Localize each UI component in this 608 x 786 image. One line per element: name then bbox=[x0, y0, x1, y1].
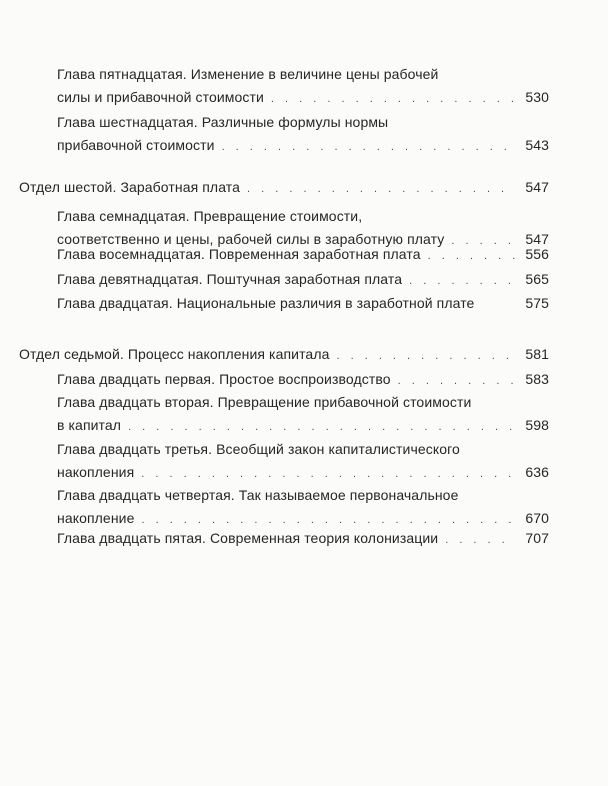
toc-entry-title: Глава восемнадцатая. Повременная заработная плата bbox=[57, 246, 421, 262]
toc-entry-title-line-2: накопления bbox=[57, 464, 135, 480]
toc-entry-title: Глава двадцать пятая. Современная теория колонизации bbox=[57, 530, 439, 546]
toc-entry-title-line-2: силы и прибавочной стоимости bbox=[57, 89, 264, 105]
toc-entry-chapter-21 bbox=[57, 368, 549, 391]
toc-entry-chapter-23 bbox=[57, 438, 549, 484]
toc-entry-title-line-1: Глава двадцать вторая. Превращение прибавочной стоимости bbox=[57, 394, 472, 410]
toc-entry-title-line-1: Глава пятнадцатая. Изменение в величине цены рабочей bbox=[57, 66, 439, 82]
toc-entry-part-6 bbox=[19, 176, 549, 199]
dot-leader bbox=[398, 377, 516, 385]
toc-entry-title: Отдел седьмой. Процесс накопления капитала bbox=[19, 346, 330, 362]
toc-entry-chapter-20 bbox=[57, 292, 549, 315]
toc-entry-title-line-1: Глава двадцать четвертая. Так называемое первоначальное bbox=[57, 487, 459, 503]
toc-entry-title: Глава двадцатая. Национальные различия в заработной плате bbox=[57, 295, 475, 311]
toc-entry-title-line-2: прибавочной стоимости bbox=[57, 137, 215, 153]
toc-entry-page-number: 636 bbox=[525, 464, 549, 480]
toc-entry-page-number: 556 bbox=[525, 246, 549, 262]
toc-entry-page-number: 547 bbox=[525, 231, 549, 247]
toc-entry-title-line-2: накопление bbox=[57, 510, 135, 526]
toc-entry-title: Глава двадцать первая. Простое воспроизводство bbox=[57, 371, 391, 387]
toc-entry-chapter-18 bbox=[57, 243, 549, 266]
toc-entry-chapter-22 bbox=[57, 391, 549, 437]
dot-leader bbox=[445, 536, 516, 544]
toc-entry-title-line-2: в капитал bbox=[57, 417, 122, 433]
toc-entry-page-number: 583 bbox=[525, 371, 549, 387]
toc-entry-title-line-1: Глава шестнадцатая. Различные формулы нормы bbox=[57, 114, 389, 130]
toc-entry-title-line-1: Глава семнадцатая. Превращение стоимости, bbox=[57, 208, 363, 224]
toc-entry-page-number: 707 bbox=[525, 530, 549, 546]
toc-entry-title-line-1: Глава двадцать третья. Всеобщий закон капиталистического bbox=[57, 441, 460, 457]
toc-entry-chapter-25 bbox=[57, 527, 549, 550]
toc-entry-title: Глава девятнадцатая. Поштучная заработная плата bbox=[57, 271, 403, 287]
dot-leader bbox=[247, 185, 516, 193]
dot-leader bbox=[271, 95, 516, 103]
toc-entry-page-number: 530 bbox=[525, 89, 549, 105]
toc-entry-chapter-16 bbox=[57, 111, 549, 157]
toc-entry-chapter-15 bbox=[57, 63, 549, 109]
toc-entry-page-number: 670 bbox=[525, 510, 549, 526]
dot-leader bbox=[409, 277, 516, 285]
dot-leader bbox=[336, 352, 516, 360]
dot-leader bbox=[128, 423, 516, 431]
toc-entry-part-7 bbox=[19, 343, 549, 366]
toc-entry-page-number: 543 bbox=[525, 137, 549, 153]
toc-entry-title: Отдел шестой. Заработная плата bbox=[19, 179, 241, 195]
toc-entry-title-line-2: соответственно и цены, рабочей силы в заработную плату bbox=[57, 231, 445, 247]
dot-leader bbox=[428, 252, 516, 260]
toc-entry-chapter-24 bbox=[57, 484, 549, 530]
toc-entry-page-number: 565 bbox=[525, 271, 549, 287]
toc-entry-page-number: 598 bbox=[525, 417, 549, 433]
toc-entry-page-number: 575 bbox=[525, 295, 549, 311]
dot-leader bbox=[222, 143, 516, 151]
toc-entry-chapter-19 bbox=[57, 268, 549, 291]
dot-leader bbox=[141, 516, 516, 524]
toc-entry-page-number: 547 bbox=[525, 179, 549, 195]
toc-entry-page-number: 581 bbox=[525, 346, 549, 362]
dot-leader bbox=[141, 470, 516, 478]
